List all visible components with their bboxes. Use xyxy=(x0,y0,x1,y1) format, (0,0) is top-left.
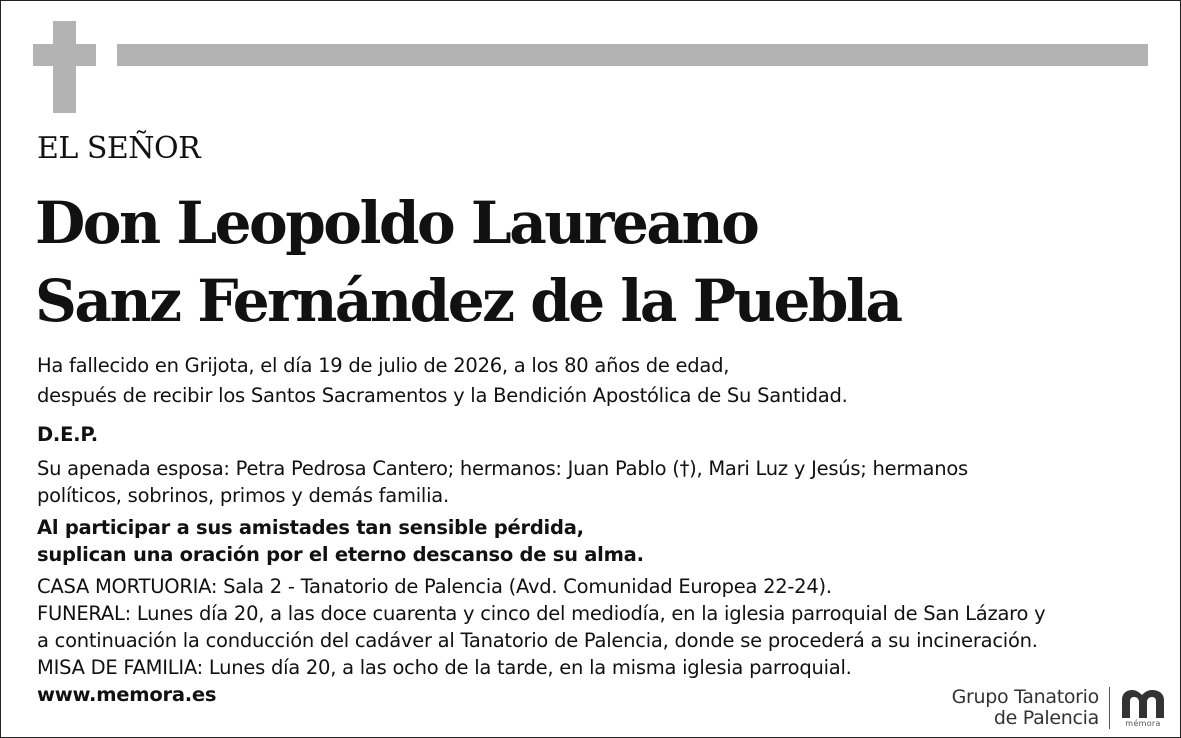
family-line2: políticos, sobrinos, primos y demás familia. xyxy=(37,484,449,507)
dep-label: D.E.P. xyxy=(37,423,98,446)
funeral-line2: a continuación la conducción del cadáver al Tanatorio de Palencia, donde se procederá a su incineración. xyxy=(37,629,1038,652)
memora-wordmark: mémora xyxy=(1125,719,1161,728)
deceased-name-line1: Don Leopoldo Laureano xyxy=(35,189,758,257)
funeral-home-logo xyxy=(952,685,1166,731)
header-rule xyxy=(117,44,1148,66)
request-line2: suplican una oración por el eterno descanso de su alma. xyxy=(37,543,644,566)
death-notice-line1: Ha fallecido en Grijota, el día 19 de julio de 2026, a los 80 años de edad, xyxy=(37,354,730,377)
cross-icon-vertical xyxy=(53,21,76,113)
funeral-line1: FUNERAL: Lunes día 20, a las doce cuarenta y cinco del mediodía, en la iglesia parroquial de San Lázaro y xyxy=(37,602,1046,625)
website-link[interactable]: www.memora.es xyxy=(37,683,217,706)
group-name-line2: de Palencia xyxy=(993,707,1099,729)
death-notice-line2: después de recibir los Santos Sacramentos y la Bendición Apostólica de Su Santidad. xyxy=(37,384,848,407)
group-name xyxy=(952,687,1099,728)
deceased-name-line2: Sanz Fernández de la Puebla xyxy=(35,267,901,335)
family-line1: Su apenada esposa: Petra Pedrosa Cantero; hermanos: Juan Pablo (†), Mari Luz y Jesús; hermanos xyxy=(37,457,968,480)
memora-logo xyxy=(1120,688,1166,728)
misa-de-familia: MISA DE FAMILIA: Lunes día 20, a las ocho de la tarde, en la misma iglesia parroquial. xyxy=(37,656,852,679)
casa-mortuoria: CASA MORTUORIA: Sala 2 - Tanatorio de Palencia (Avd. Comunidad Europea 22-24). xyxy=(37,575,832,598)
request-line1: Al participar a sus amistades tan sensible pérdida, xyxy=(37,516,584,539)
memora-m-logo-icon xyxy=(1120,688,1166,718)
cross-icon-horizontal xyxy=(33,44,96,66)
group-name-line1: Grupo Tanatorio xyxy=(951,686,1099,709)
honorific: EL SEÑOR xyxy=(37,131,201,166)
logo-divider xyxy=(1109,687,1110,729)
